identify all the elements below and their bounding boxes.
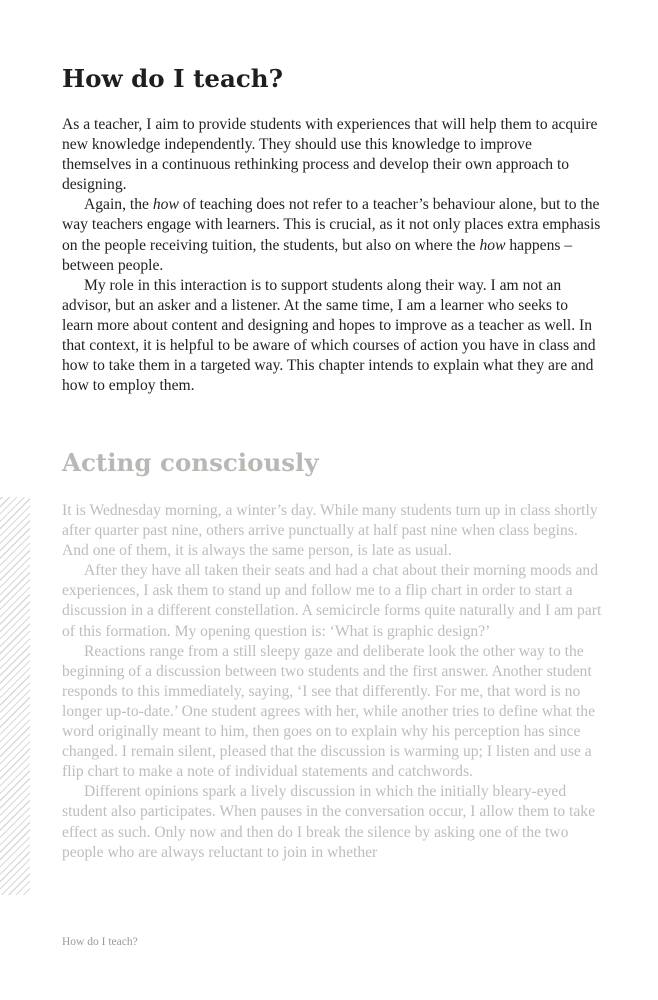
paragraph: As a teacher, I aim to provide students with experiences that will help them to acquire new knowledge independently. They should use this knowledge to improve themselves in a continuous rethinking process and develop their own approach to designing.	[62, 116, 598, 194]
text-run: happens – between people.	[62, 236, 573, 274]
emphasis-how: how	[479, 236, 506, 254]
paragraph: Reactions range from a still sleepy gaze and deliberate look the other way to the beginning of a discussion between two students and the first answer. Another student responds to this immediately, saying, ‘I see that differently. For me, that word is no longer up-to-date.’ One student agrees with her, while another tries to define what the word originally meant to him, then goes on to explain why his perception has since changed. I remain silent, pleased that the discussion is warming up; I listen and use a flip chart to make a note of individual statements and catchwords.	[62, 642, 595, 781]
text-run: of teaching does not refer to a teacher’s behaviour alone, but to the way teachers engage with learners. This is crucial, as it not only places extra emphasis on the people receiving tuition, the students, but also on where the	[62, 196, 601, 254]
paragraph: After they have all taken their seats and had a chat about their morning moods and experiences, I ask them to stand up and follow me to a flip chart in order to start a discussion in a different constellation. A semicircle forms quite naturally and I am part of this formation. My opening question is: ‘What is graphic design?’	[62, 562, 602, 640]
running-footer: How do I teach?	[62, 936, 138, 948]
paragraph: My role in this interaction is to support students along their way. I am not an advisor, but an asker and a listener. At the same time, I am a learner who seeks to learn more about content and designing and hopes to improve as a teacher as well. In that context, it is helpful to be aware of which courses of action you have in class and how to take them in a targeted way. This chapter intends to explain what they are and how to employ them.	[62, 276, 596, 395]
section-body	[62, 115, 602, 396]
section-how-do-i-teach	[62, 64, 602, 396]
paragraph	[62, 195, 602, 275]
section-heading: How do I teach?	[62, 64, 283, 93]
section-body	[62, 501, 602, 863]
hatched-margin-decoration	[0, 497, 30, 895]
text-run: Again, the	[84, 196, 153, 214]
paragraph: Different opinions spark a lively discussion in which the initially bleary-eyed student also participates. When pauses in the conversation occur, I allow them to take effect as such. Only now and then do I break the silence by asking one of the two people who are always reluctant to join in whether	[62, 783, 596, 861]
section-heading: Acting consciously	[62, 448, 319, 477]
section-acting-consciously	[62, 448, 602, 863]
emphasis-how: how	[152, 196, 179, 214]
paragraph: It is Wednesday morning, a winter’s day. While many students turn up in class shortly after quarter past nine, others arrive punctually at half past nine when class begins. And one of them, it is always the same person, is late as usual.	[62, 502, 598, 560]
